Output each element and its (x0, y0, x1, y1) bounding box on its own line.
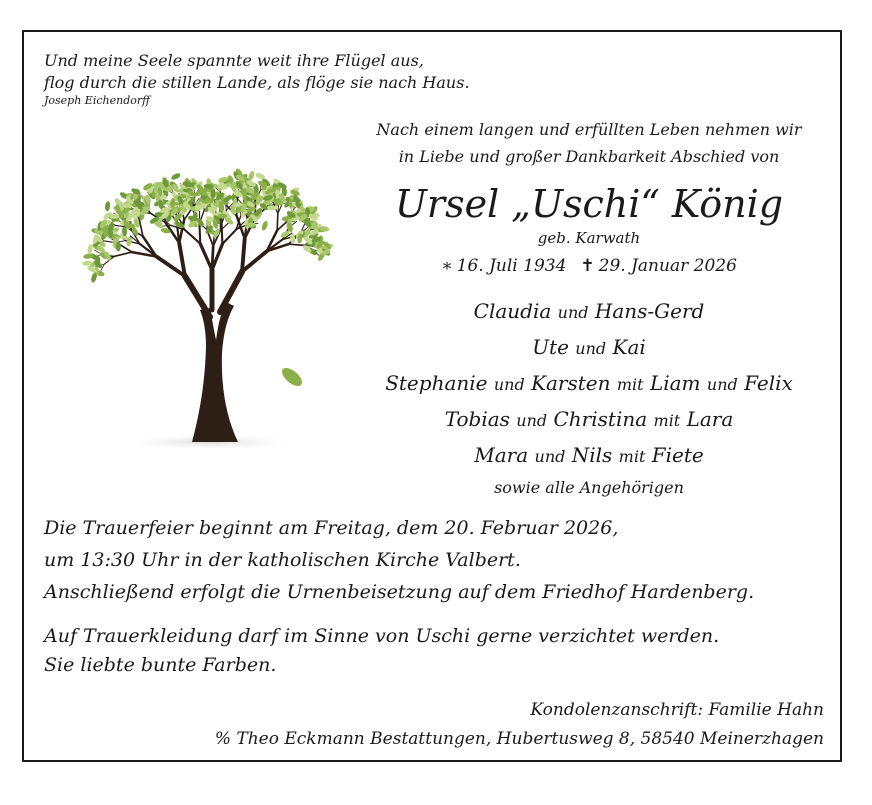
family-member: Lara (686, 407, 734, 431)
condolence-line-1: Kondolenzanschrift: Familie Hahn (530, 700, 824, 720)
family-connector: und (516, 411, 548, 430)
tree-icon (60, 142, 360, 462)
tree-branch (222, 230, 236, 244)
intro-line-2: in Liebe und großer Dankbarkeit Abschied von (398, 147, 780, 166)
born-icon: ∗ (441, 256, 453, 276)
leaf-icon (110, 214, 120, 219)
family-list (364, 294, 814, 502)
leaf-icon (116, 242, 121, 252)
service-info (44, 512, 754, 608)
family-row (364, 330, 814, 366)
service-line-1: Die Trauerfeier beginnt am Freitag, dem 20. Februar 2026, (44, 517, 619, 539)
family-member: Fiete (651, 443, 704, 467)
family-member: Ute (532, 335, 569, 359)
obituary-frame (22, 30, 842, 762)
poem-line-2: flog durch die stillen Lande, als flöge sie nach Haus. (44, 73, 470, 92)
leaf-icon (87, 244, 94, 255)
service-line-3: Anschließend erfolgt die Urnenbeisetzung auf dem Friedhof Hardenberg. (44, 581, 755, 603)
family-member: Liam (649, 371, 701, 395)
family-row (364, 438, 814, 474)
tree-branch (277, 214, 278, 231)
tree-branch (199, 224, 200, 244)
birth-name: geb. Karwath (537, 229, 641, 247)
family-connector: mit (618, 447, 646, 466)
intro-text (364, 116, 814, 170)
poem (44, 50, 470, 108)
leaf-icon (170, 172, 181, 181)
death-date: 29. Januar 2026 (598, 256, 737, 276)
tree-branch (185, 230, 200, 244)
leaf-icon (261, 220, 269, 231)
family-others: sowie alle Angehörigen (494, 478, 684, 497)
note-line-2: Sie liebte bunte Farben. (44, 654, 277, 676)
tree-leaves (82, 167, 334, 283)
poem-author: Joseph Eichendorff (44, 94, 150, 107)
family-member: Tobias (444, 407, 510, 431)
deceased-name: Ursel „Uschi“ König (394, 182, 784, 226)
condolence-line-2: % Theo Eckmann Bestattungen, Hubertusweg 8, 58540 Meinerzhagen (214, 729, 824, 749)
note-line-1: Auf Trauerkleidung darf im Sinne von Uschi gerne verzichtet werden. (44, 625, 720, 647)
tree-branch (222, 224, 223, 244)
family-connector: mit (653, 411, 681, 430)
family-member: Felix (744, 371, 793, 395)
birth-date: 16. Juli 1934 (456, 256, 567, 276)
family-member: Christina (553, 407, 648, 431)
tree-branch (200, 244, 212, 270)
falling-leaf-icon (279, 365, 305, 390)
family-member: Nils (571, 443, 613, 467)
family-row (364, 402, 814, 438)
family-member: Mara (474, 443, 529, 467)
family-row (364, 294, 814, 330)
tree-trunk (192, 302, 238, 442)
service-line-2: um 13:30 Uhr in der katholischen Kirche Valbert. (44, 549, 521, 571)
family-connector: und (534, 447, 566, 466)
family-connector: und (493, 375, 525, 394)
condolence-address (215, 696, 824, 754)
tree-branch (288, 244, 304, 245)
tree-branch (242, 251, 267, 272)
family-member: Karsten (531, 371, 611, 395)
cross-icon: ✝ (580, 256, 595, 276)
dress-note (44, 622, 719, 680)
life-dates (364, 254, 814, 278)
leaf-icon (104, 201, 110, 212)
family-row (364, 366, 814, 402)
family-connector: und (706, 375, 738, 394)
tree-branch (212, 246, 213, 270)
family-member: Kai (612, 335, 646, 359)
tree-branch (242, 239, 245, 272)
family-member: Hans-Gerd (594, 299, 705, 323)
family-connector: und (575, 339, 607, 358)
tree-branch (115, 252, 132, 256)
family-member: Stephanie (385, 371, 488, 395)
family-connector: und (557, 303, 589, 322)
intro-line-1: Nach einem langen und erfüllten Leben nehmen wir (376, 120, 802, 139)
poem-line-1: Und meine Seele spannte weit ihre Flügel aus, (44, 51, 424, 70)
family-member: Claudia (473, 299, 552, 323)
family-connector: mit (616, 375, 644, 394)
